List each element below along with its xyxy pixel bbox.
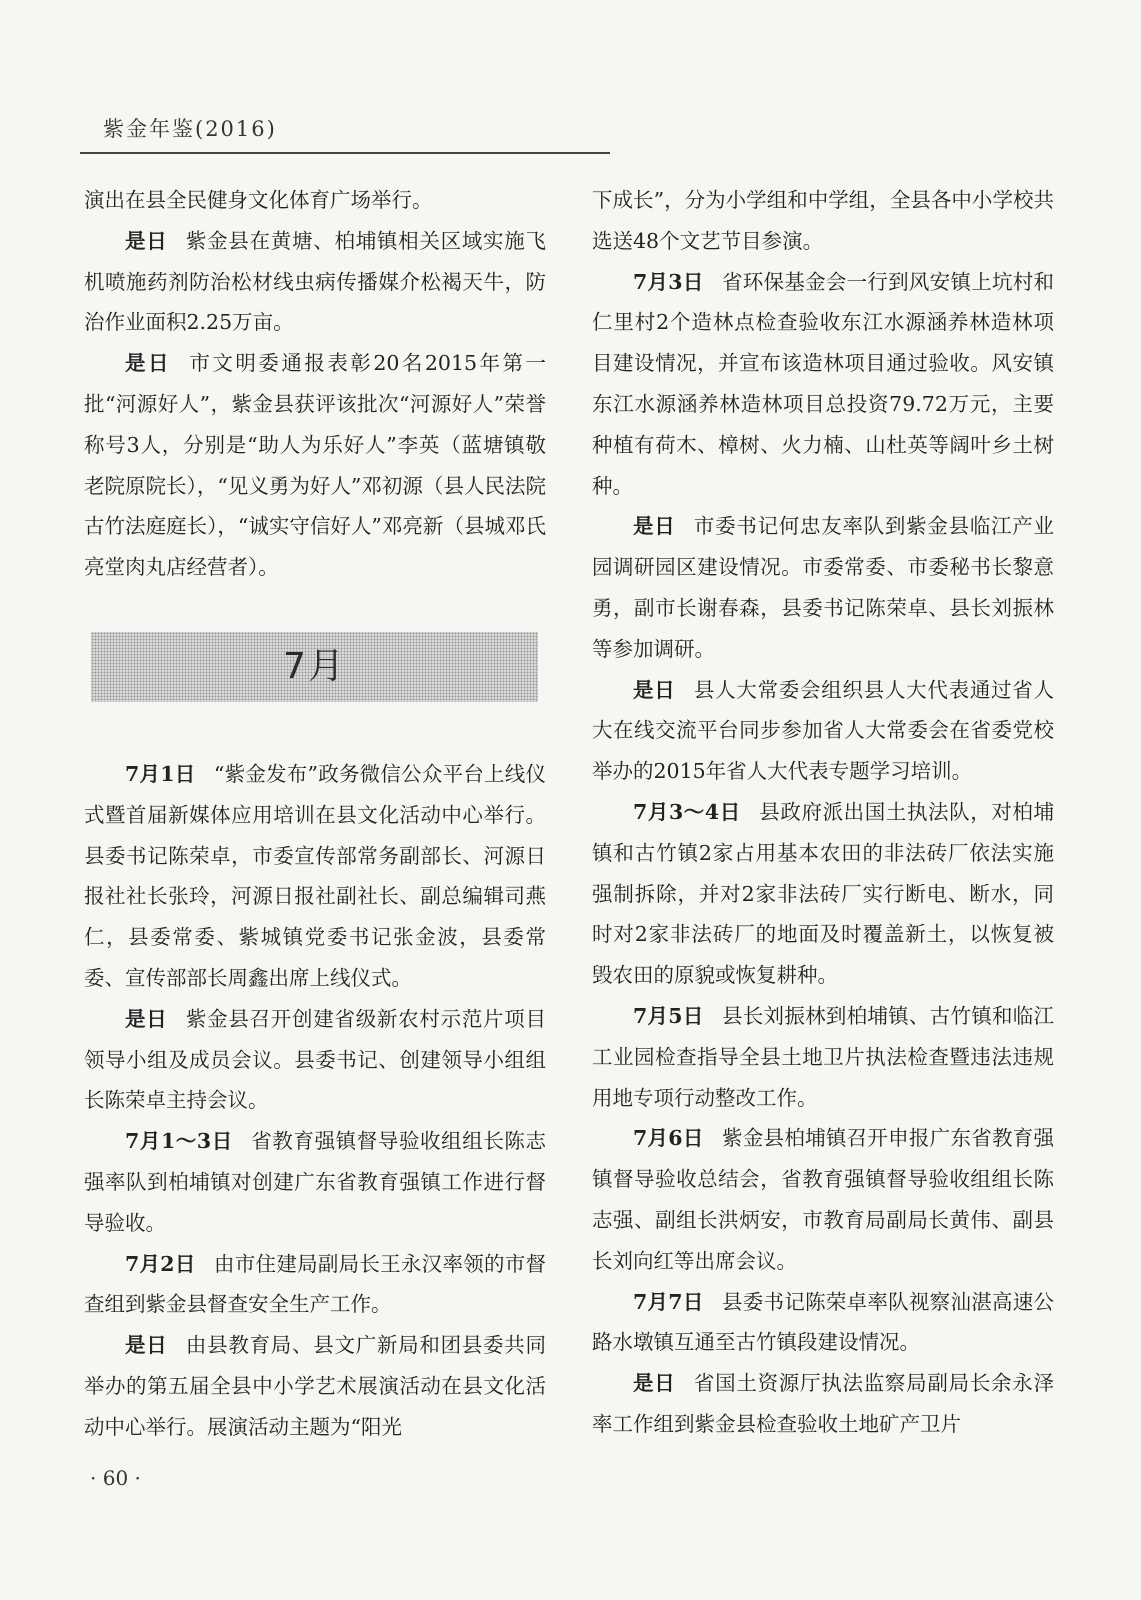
entry-paragraph	[84, 1325, 546, 1447]
entry-date: 7月1日	[125, 761, 196, 786]
month-heading: 7月	[283, 645, 346, 687]
entry-paragraph	[592, 262, 1054, 507]
entry-text: 由市住建局副局长王永汉率领的市督查组到紫金县督查安全生产工作。	[84, 1251, 547, 1317]
entry-paragraph	[84, 1121, 546, 1243]
entry-text: 县委书记陈荣卓率队视察汕湛高速公路水墩镇互通至古竹镇段建设情况。	[592, 1289, 1055, 1355]
left-bottom-entries	[84, 754, 546, 1448]
left-top-entries	[84, 180, 546, 588]
entry-text: 紫金县召开创建省级新农村示范片项目领导小组及成员会议。县委书记、创建领导小组组长陈荣卓主持会议。	[84, 1006, 547, 1113]
right-entries	[592, 180, 1054, 1445]
entry-date: 7月2日	[125, 1251, 196, 1276]
entry-text: 紫金县柏埔镇召开申报广东省教育强镇督导验收总结会，省教育强镇督导验收组组长陈志强、副组长洪炳安，市教育局副局长黄伟、副县长刘向红等出席会议。	[592, 1126, 1055, 1273]
entry-text: 市委书记何忠友率队到紫金县临江产业园调研园区建设情况。市委常委、市委秘书长黎意勇，副市长谢春森，县委书记陈荣卓、县长刘振林等参加调研。	[592, 514, 1055, 661]
entry-text: 县长刘振林到柏埔镇、古竹镇和临江工业园检查指导全县土地卫片执法检查暨违法违规用地专项行动整改工作。	[592, 1003, 1055, 1110]
entry-paragraph	[592, 670, 1054, 792]
entry-text: “紫金发布”政务微信公众平台上线仪式暨首届新媒体应用培训在县文化活动中心举行。县委书记陈荣卓，市委宣传部常务副部长、河源日报社社长张玲，河源日报社副社长、副总编辑司燕仁，县委常委、紫城镇党委书记张金波，县委常委、宣传部部长周鑫出席上线仪式。	[84, 761, 547, 990]
entry-text: 省教育强镇督导验收组组长陈志强率队到柏埔镇对创建广东省教育强镇工作进行督导验收。	[84, 1129, 547, 1235]
entry-text: 市文明委通报表彰20名2015年第一批“河源好人”，紫金县获评该批次“河源好人”荣誉称号3人，分别是“助人为乐好人”李英（蓝塘镇敬老院原院长），“见义勇为好人”邓初源（县人民法院古竹法庭庭长），“诚实守信好人”邓亮新（县城邓氏亮堂肉丸店经营者）。	[84, 351, 547, 580]
left-column	[84, 180, 546, 1448]
entry-text: 下成长”，分为小学组和中学组，全县各中小学校共选送48个文艺节目参演。	[592, 188, 1054, 253]
entry-date: 7月7日	[633, 1289, 704, 1314]
entry-date: 7月3日	[633, 269, 704, 294]
entry-paragraph	[592, 1282, 1054, 1364]
entry-date: 7月1～3日	[125, 1129, 233, 1154]
entry-date: 是日	[633, 514, 676, 539]
entry-paragraph	[592, 1118, 1054, 1281]
running-header: 紫金年鉴(2016)	[103, 117, 277, 141]
entry-paragraph	[592, 1363, 1054, 1445]
entry-date: 是日	[125, 228, 168, 253]
entry-paragraph	[84, 999, 546, 1121]
entry-paragraph	[84, 180, 546, 221]
entry-date: 是日	[633, 1371, 676, 1396]
entry-date: 7月5日	[633, 1003, 704, 1028]
page-number: · 60 ·	[90, 1466, 141, 1490]
entry-text: 县政府派出国土执法队，对柏埔镇和古竹镇2家占用基本农田的非法砖厂依法实施强制拆除，并对2家非法砖厂实行断电、断水，同时对2家非法砖厂的地面及时覆盖新土，以恢复被毁农田的原貌或恢复耕种。	[592, 799, 1055, 988]
entry-paragraph	[592, 792, 1054, 996]
right-column	[592, 180, 1054, 1445]
entry-paragraph	[592, 996, 1054, 1118]
entry-text: 演出在县全民健身文化体育广场举行。	[84, 188, 433, 212]
entry-paragraph	[84, 221, 546, 343]
entry-date: 7月3～4日	[633, 799, 741, 824]
entry-text: 紫金县在黄塘、柏埔镇相关区域实施飞机喷施药剂防治松材线虫病传播媒介松褐天牛，防治作业面积2.25万亩。	[84, 228, 547, 335]
entry-date: 7月6日	[633, 1126, 704, 1151]
entry-text: 省国土资源厅执法监察局副局长余永泽率工作组到紫金县检查验收土地矿产卫片	[592, 1371, 1055, 1436]
entry-date: 是日	[125, 351, 171, 376]
month-heading-banner	[91, 632, 538, 702]
entry-text: 由县教育局、县文广新局和团县委共同举办的第五届全县中小学艺术展演活动在县文化活动中心举行。展演活动主题为“阳光	[84, 1333, 547, 1439]
entry-paragraph	[84, 1244, 546, 1326]
entry-date: 是日	[633, 677, 676, 702]
entry-text: 县人大常委会组织县人大代表通过省人大在线交流平台同步参加省人大常委会在省委党校举办的2015年省人大代表专题学习培训。	[592, 677, 1055, 784]
entry-paragraph	[592, 180, 1054, 262]
entry-paragraph	[84, 754, 546, 999]
entry-text: 省环保基金会一行到风安镇上坑村和仁里村2个造林点检查验收东江水源涵养林造林项目建设情况，并宣布该造林项目通过验收。风安镇东江水源涵养林造林项目总投资79.72万元，主要种植有荷木、樟树、火力楠、山杜英等阔叶乡土树种。	[592, 269, 1055, 498]
entry-paragraph	[592, 506, 1054, 669]
entry-paragraph	[84, 343, 546, 588]
entry-date: 是日	[125, 1333, 168, 1358]
entry-date: 是日	[125, 1006, 168, 1031]
header-rule	[80, 152, 610, 154]
